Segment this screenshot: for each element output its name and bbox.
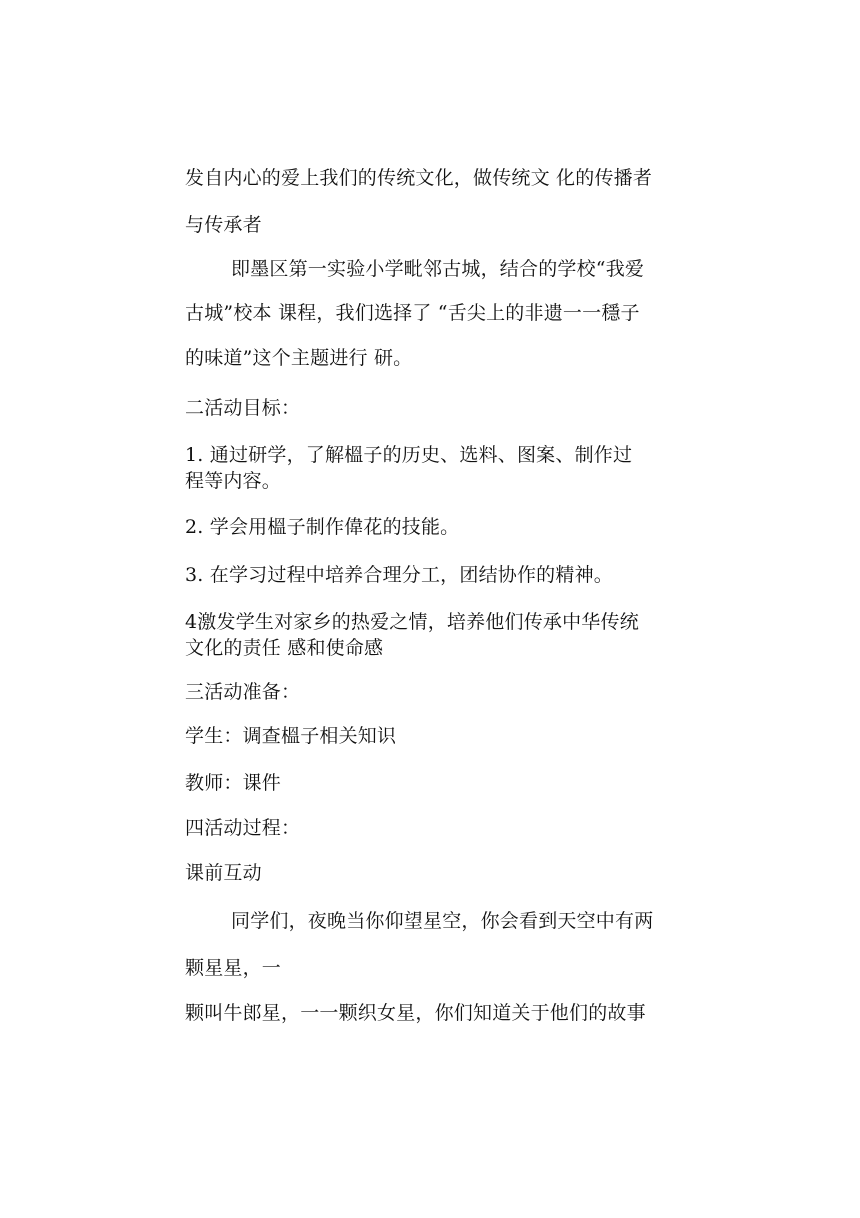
list-item: 3. 在学习过程中培养合理分工，团结协作的精神。 [185,564,613,586]
paragraph-line: 课前互动 [185,862,262,884]
paragraph-line: 教师：课件 [185,772,282,794]
paragraph-line: 学生：调查榲子相关知识 [185,725,397,747]
section-heading: 二活动目标： [185,397,301,419]
paragraph-line: 同学们，夜晚当你仰望星空，你会看到天空中有两 [231,910,654,932]
paragraph-line: 颗叫牛郎星，一一颗织女星，你们知道关于他们的故事 [185,1002,646,1024]
list-item: 4激发学生对家乡的热爱之情，培养他们传承中华传统 [185,611,639,633]
paragraph-line: 发自内心的爱上我们的传统文化，做传统文 化的传播者 [185,167,653,189]
paragraph-line: 即墨区第一实验小学毗邻古城，结合的学校“我爱 [231,258,645,280]
list-item-continuation: 文化的责任 感和使命感 [185,637,384,659]
paragraph-line: 古城”校本 课程，我们选择了 “舌尖上的非遗一一穩子 [185,302,640,324]
paragraph-line: 颗星星，一 [185,957,282,979]
paragraph-line: 的味道”这个主题进行 研。 [185,347,413,369]
section-heading: 四活动过程： [185,817,301,839]
list-item: 2. 学会用榲子制作偉花的技能。 [185,516,460,538]
list-item: 1. 通过研学，了解榲子的历史、选料、图案、制作过 [185,444,633,466]
paragraph-line: 与传承者 [185,214,262,236]
list-item-continuation: 程等内容。 [185,470,282,492]
section-heading: 三活动准备： [185,681,301,703]
